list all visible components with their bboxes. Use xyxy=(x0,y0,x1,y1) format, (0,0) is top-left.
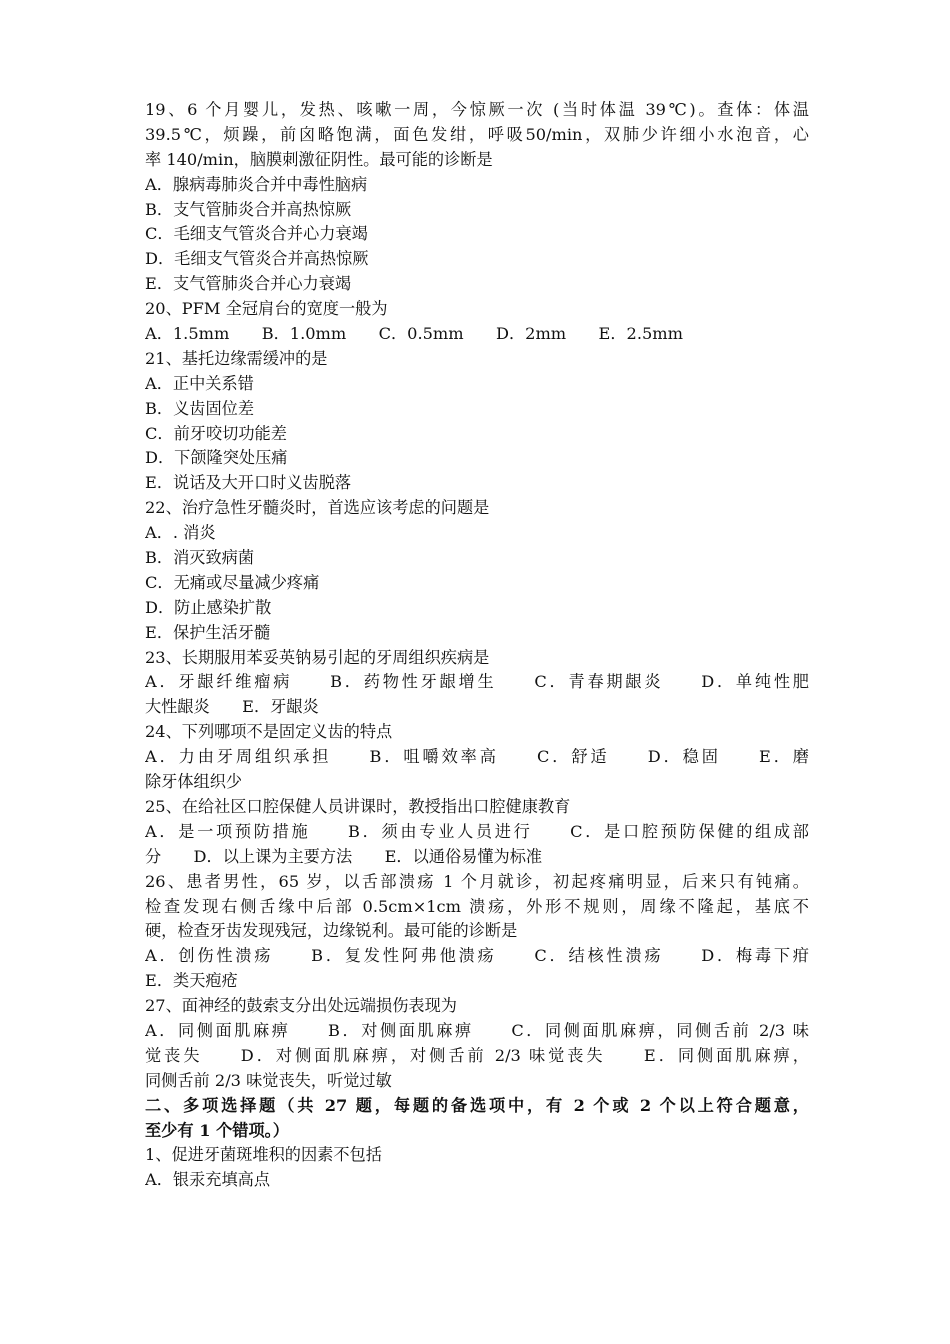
text-line: 觉丧失 D．对侧面肌麻痹，对侧舌前 2/3 味觉丧失 E．同侧面肌麻痹， xyxy=(145,1045,809,1065)
text-line: 26、患者男性，65 岁，以舌部溃疡 1 个月就诊，初起疼痛明显，后来只有钝痛。 xyxy=(145,871,809,891)
text-line: D．下颌隆突处压痛 xyxy=(145,448,288,468)
text-line: 39.5℃，烦躁，前囟略饱满，面色发绀，呼吸50/min，双肺少许细小水泡音，心 xyxy=(145,124,809,144)
text-line: A．腺病毒肺炎合并中毒性脑病 xyxy=(145,174,368,194)
text-line: C．毛细支气管炎合并心力衰竭 xyxy=(145,224,368,244)
text-line: B．支气管肺炎合并高热惊厥 xyxy=(145,199,352,219)
text-line: B．义齿固位差 xyxy=(145,398,255,418)
text-line: A．同侧面肌麻痹 B．对侧面肌麻痹 C．同侧面肌麻痹，同侧舌前 2/3 味 xyxy=(145,1020,809,1040)
text-line: 率 140/min，脑膜刺激征阴性。最可能的诊断是 xyxy=(145,149,493,169)
text-line: A．. 消炎 xyxy=(145,523,216,543)
text-line: 19、6 个月婴儿，发热、咳嗽一周，今惊厥一次 (当时体温 39℃)。查体：体温 xyxy=(145,100,809,119)
text-line: 25、在给社区口腔保健人员讲课时，教授指出口腔健康教育 xyxy=(145,796,571,816)
text-line: D．防止感染扩散 xyxy=(145,597,272,617)
text-line: 检查发现右侧舌缘中后部 0.5cm×1cm 溃疡，外形不规则，周缘不隆起，基底不 xyxy=(145,896,809,916)
text-line: C．无痛或尽量减少疼痛 xyxy=(145,572,320,592)
text-line: E．说话及大开口时义齿脱落 xyxy=(145,473,352,493)
text-line: 23、长期服用苯妥英钠易引起的牙周组织疾病是 xyxy=(145,647,490,667)
text-line: D．毛细支气管炎合并高热惊厥 xyxy=(145,249,369,269)
text-line: A．牙龈纤维瘤病 B．药物性牙龈增生 C．青春期龈炎 D．单纯性肥 xyxy=(145,672,809,692)
text-line: E．支气管肺炎合并心力衰竭 xyxy=(145,274,352,294)
text-line: 21、基托边缘需缓冲的是 xyxy=(145,348,328,368)
text-line: 分 D．以上课为主要方法 E．以通俗易懂为标准 xyxy=(145,846,543,866)
text-line: B．消灭致病菌 xyxy=(145,548,255,568)
text-line: E．保护生活牙髓 xyxy=(145,622,271,642)
text-line: E．类天疱疮 xyxy=(145,971,238,991)
section-heading-line: 至少有 1 个错项。） xyxy=(145,1120,289,1140)
text-line: 1、促进牙菌斑堆积的因素不包括 xyxy=(145,1145,382,1165)
text-line: 22、治疗急性牙髓炎时，首选应该考虑的问题是 xyxy=(145,498,490,518)
text-line: A．银汞充填高点 xyxy=(145,1170,271,1190)
section-heading-line: 二、多项选择题（共 27 题，每题的备选项中，有 2 个或 2 个以上符合题意， xyxy=(145,1095,809,1115)
text-line: A．正中关系错 xyxy=(145,373,254,393)
text-line: 20、PFM 全冠肩台的宽度一般为 xyxy=(145,299,388,319)
text-line: 同侧舌前 2/3 味觉丧失，听觉过敏 xyxy=(145,1070,392,1090)
text-line: A．力由牙周组织承担 B．咀嚼效率高 C．舒适 D．稳固 E．磨 xyxy=(145,747,809,767)
text-line: A．是一项预防措施 B．须由专业人员进行 C．是口腔预防保健的组成部 xyxy=(145,821,809,841)
text-line: 除牙体组织少 xyxy=(145,772,243,792)
text-line: 24、下列哪项不是固定义齿的特点 xyxy=(145,722,393,742)
text-line: 硬，检查牙齿发现残冠，边缘锐利。最可能的诊断是 xyxy=(145,921,518,941)
text-line: A．1.5mm B．1.0mm C．0.5mm D．2mm E．2.5mm xyxy=(145,324,683,344)
text-line: 27、面神经的鼓索支分出处远端损伤表现为 xyxy=(145,996,457,1016)
text-line: A．创伤性溃疡 B．复发性阿弗他溃疡 C．结核性溃疡 D．梅毒下疳 xyxy=(145,946,809,966)
text-line: 大性龈炎 E．牙龈炎 xyxy=(145,697,319,717)
document-page xyxy=(145,98,809,1193)
text-line: C．前牙咬切功能差 xyxy=(145,423,287,443)
